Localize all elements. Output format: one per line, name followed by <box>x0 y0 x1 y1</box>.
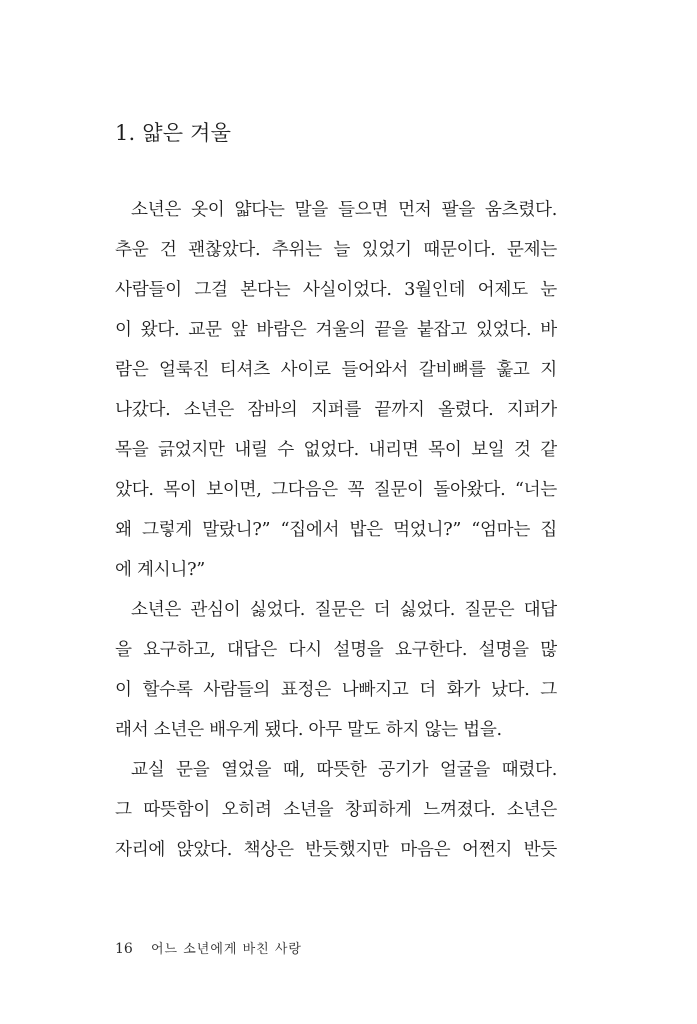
text-line: 목을 긁었지만 내릴 수 없었다. 내리면 목이 보일 것 같 <box>115 440 557 460</box>
text-line: 소년은 옷이 얇다는 말을 들으면 먼저 팔을 움츠렸다. <box>131 200 557 220</box>
text-line: 람은 얼룩진 티셔츠 사이로 들어와서 갈비뼈를 훑고 지 <box>115 360 557 380</box>
text-line: 추운 건 괜찮았다. 추위는 늘 있었기 때문이다. 문제는 <box>115 240 557 260</box>
paragraph-2 <box>115 590 557 750</box>
page-footer <box>115 938 302 961</box>
text-line: 교실 문을 열었을 때, 따뜻한 공기가 얼굴을 때렸다. <box>131 760 557 780</box>
text-line: 이 할수록 사람들의 표정은 나빠지고 더 화가 났다. 그 <box>115 680 557 700</box>
chapter-title: 1. 얇은 겨울 <box>115 121 232 145</box>
text-line: 사람들이 그걸 본다는 사실이었다. 3월인데 어제도 눈 <box>115 280 557 300</box>
running-book-title: 어느 소년에게 바친 사랑 <box>150 942 302 957</box>
paragraph-1 <box>115 190 557 590</box>
text-line: 왜 그렇게 말랐니?” “집에서 밥은 먹었니?” “엄마는 집 <box>115 520 557 540</box>
text-line: 이 왔다. 교문 앞 바람은 겨울의 끝을 붙잡고 있었다. 바 <box>115 320 557 340</box>
text-line: 에 계시니?” <box>115 560 205 580</box>
page-number: 16 <box>115 941 133 957</box>
body-text <box>115 190 557 870</box>
text-line: 소년은 관심이 싫었다. 질문은 더 싫었다. 질문은 대답 <box>131 600 557 620</box>
text-line: 래서 소년은 배우게 됐다. 아무 말도 하지 않는 법을. <box>115 720 502 740</box>
text-line: 자리에 앉았다. 책상은 반듯했지만 마음은 어쩐지 반듯 <box>115 840 557 860</box>
text-line: 나갔다. 소년은 잠바의 지퍼를 끝까지 올렸다. 지퍼가 <box>115 400 557 420</box>
paragraph-3 <box>115 750 557 870</box>
text-line: 그 따뜻함이 오히려 소년을 창피하게 느껴졌다. 소년은 <box>115 800 557 820</box>
text-line: 았다. 목이 보이면, 그다음은 꼭 질문이 돌아왔다. “너는 <box>115 480 557 500</box>
text-line: 을 요구하고, 대답은 다시 설명을 요구한다. 설명을 많 <box>115 640 557 660</box>
